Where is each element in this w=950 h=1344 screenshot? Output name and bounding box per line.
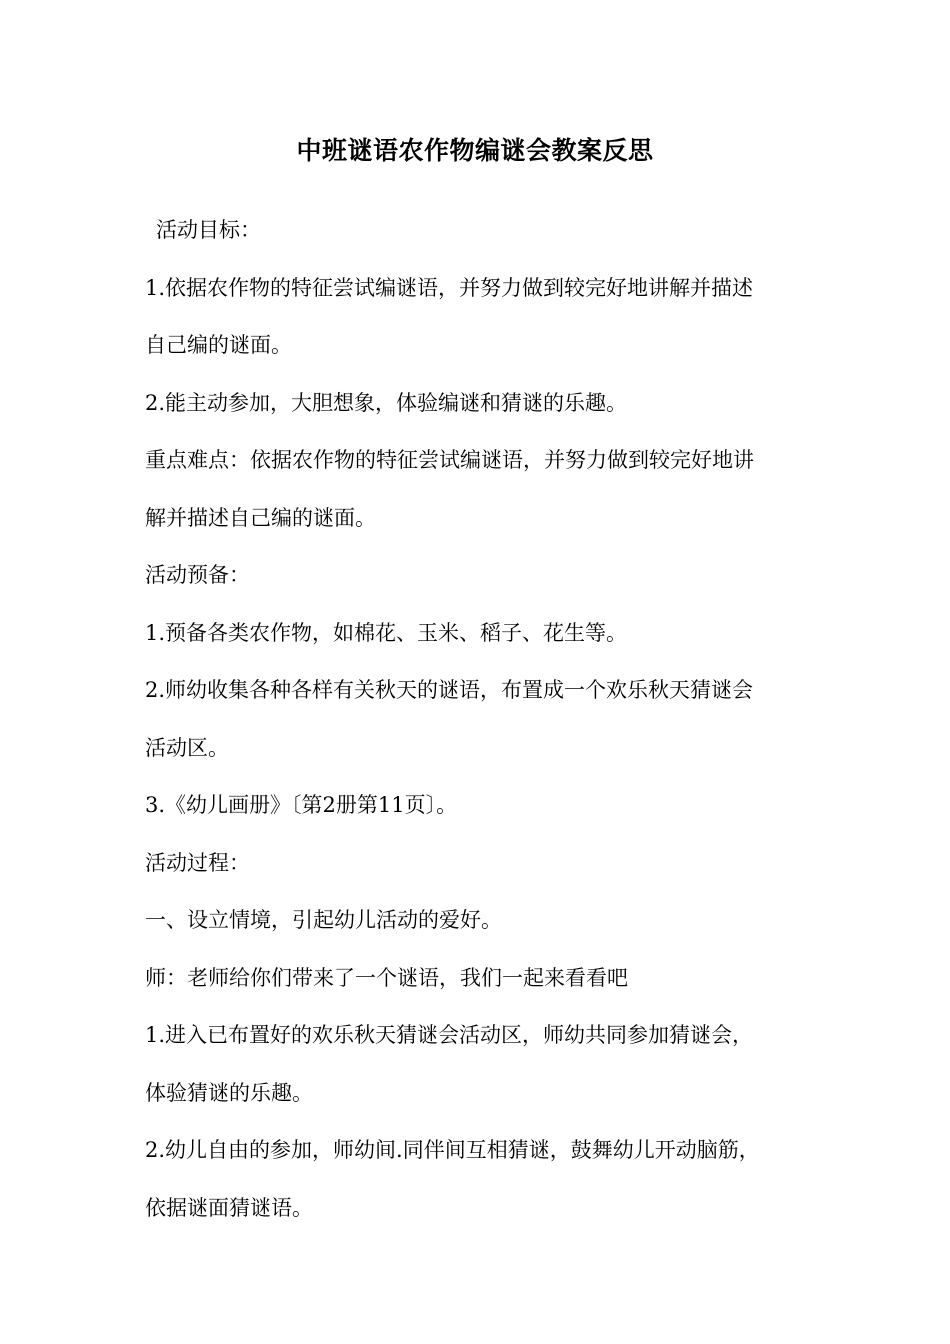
heading-activity-goals: 活动目标：: [156, 218, 261, 242]
heading-activity-process: 活动过程：: [145, 850, 250, 875]
goal-1-line-2: 自己编的谜面。: [145, 333, 292, 357]
process-item-1-line-2: 体验猜谜的乐趣。: [145, 1080, 313, 1105]
preparation-2-line-2: 活动区。: [145, 735, 229, 760]
process-item-1-line-1: 1.进入已布置好的欢乐秋天猜谜会活动区，师幼共同参加猜谜会，: [145, 1023, 754, 1047]
key-difficulty-line-2: 解并描述自己编的谜面。: [145, 505, 376, 530]
process-item-2-line-1: 2.幼儿自由的参加，师幼间.同伴间互相猜谜，鼓舞幼儿开动脑筋，: [145, 1138, 760, 1162]
preparation-2-line-1: 2.师幼收集各种各样有关秋天的谜语，布置成一个欢乐秋天猜谜会: [145, 678, 754, 702]
heading-activity-preparation: 活动预备：: [145, 563, 250, 587]
process-item-2-line-2: 依据谜面猜谜语。: [145, 1195, 313, 1220]
document-title: 中班谜语农作物编谜会教案反思: [296, 136, 654, 165]
goal-1-line-1: 1.依据农作物的特征尝试编谜语，并努力做到较完好地讲解并描述: [145, 275, 754, 300]
goal-2: 2.能主动参加，大胆想象，体验编谜和猜谜的乐趣。: [145, 390, 628, 415]
key-difficulty-line-1: 重点难点：依据农作物的特征尝试编谜语，并努力做到较完好地讲: [145, 448, 754, 472]
process-step-1: 一、设立情境，引起幼儿活动的爱好。: [145, 908, 502, 932]
preparation-3: 3.《幼儿画册》〔第2册第11页〕。: [145, 793, 458, 817]
teacher-line: 师：老师给你们带来了一个谜语，我们一起来看看吧: [145, 965, 628, 990]
preparation-1: 1.预备各类农作物，如棉花、玉米、稻子、花生等。: [145, 620, 628, 645]
document-body: [145, 202, 810, 1237]
